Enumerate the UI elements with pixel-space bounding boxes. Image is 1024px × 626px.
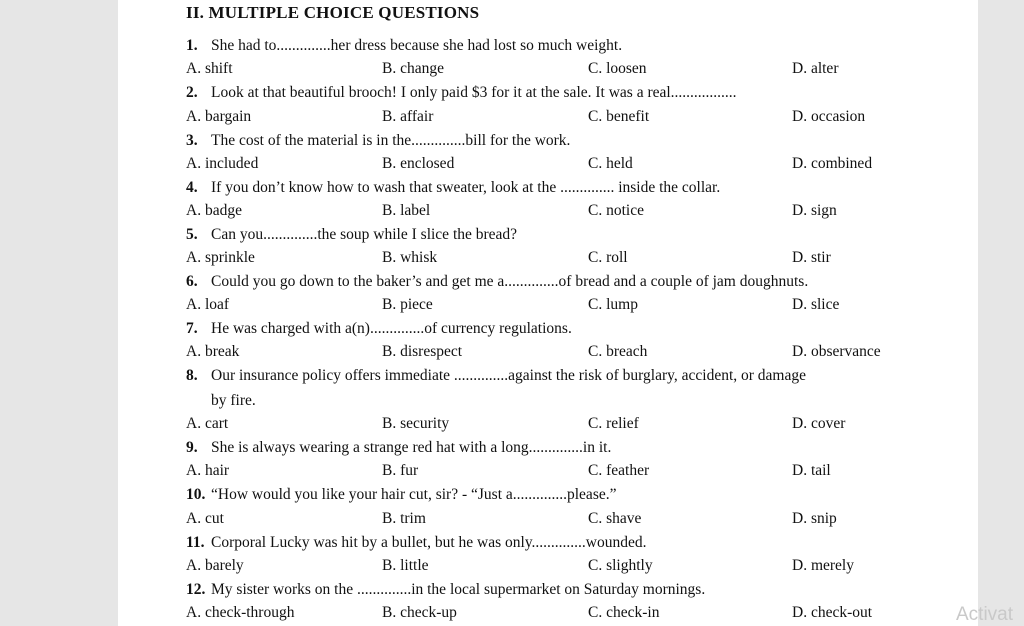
option-d: D. tail (792, 462, 831, 479)
option-c: C. benefit (588, 108, 650, 125)
activation-watermark: Activat (956, 604, 1014, 625)
question-2 (186, 83, 737, 103)
question-text: Can you..............the soup while I slice the bread? (211, 226, 518, 243)
option-d: D. sign (792, 202, 837, 219)
option-c: C. loosen (588, 60, 647, 77)
question-text: “How would you like your hair cut, sir? - “Just a..............please.” (211, 486, 617, 503)
question-number: 6. (186, 273, 198, 290)
question-text: Our insurance policy offers immediate ..............against the risk of burglary, accident, or damage (211, 367, 806, 384)
question-3 (186, 131, 570, 151)
option-b: B. enclosed (382, 155, 455, 172)
option-c: C. check-in (588, 604, 660, 621)
question-number: 9. (186, 439, 198, 456)
section-title: II. MULTIPLE CHOICE QUESTIONS (186, 3, 480, 22)
option-b: B. whisk (382, 249, 438, 266)
option-b: B. trim (382, 510, 426, 527)
question-11 (186, 533, 647, 553)
question-number: 1. (186, 37, 198, 54)
question-number: 3. (186, 132, 198, 149)
option-b: B. disrespect (382, 343, 463, 360)
worksheet-page (118, 0, 978, 626)
question-number: 8. (186, 367, 198, 384)
question-6 (186, 272, 808, 292)
option-d: D. slice (792, 296, 840, 313)
option-a: A. cut (186, 510, 224, 527)
option-c: C. feather (588, 462, 650, 479)
option-a: A. cart (186, 415, 229, 432)
question-number: 4. (186, 179, 198, 196)
question-4 (186, 178, 720, 198)
option-d: D. occasion (792, 108, 866, 125)
option-d: D. combined (792, 155, 873, 172)
question-9 (186, 438, 611, 458)
option-a: A. included (186, 155, 259, 172)
question-12 (186, 580, 705, 600)
question-number: 7. (186, 320, 198, 337)
question-1 (186, 36, 622, 56)
question-8 (186, 366, 806, 386)
option-a: A. loaf (186, 296, 230, 313)
question-text: She had to..............her dress because she had lost so much weight. (211, 37, 623, 54)
option-a: A. hair (186, 462, 230, 479)
option-c: C. breach (588, 343, 648, 360)
question-5 (186, 225, 517, 245)
question-text: Look at that beautiful brooch! I only paid $3 for it at the sale. It was a real................. (211, 84, 737, 101)
option-a: A. shift (186, 60, 233, 77)
question-7 (186, 319, 572, 339)
option-d: D. observance (792, 343, 881, 360)
question-text: Could you go down to the baker’s and get me a..............of bread and a couple of jam doughnuts. (211, 273, 809, 290)
option-a: A. check-through (186, 604, 295, 621)
option-c: C. lump (588, 296, 638, 313)
question-10 (186, 485, 616, 505)
option-a: A. badge (186, 202, 242, 219)
question-number: 10. (186, 486, 206, 503)
option-b: B. affair (382, 108, 434, 125)
question-text: She is always wearing a strange red hat with a long..............in it. (211, 439, 612, 456)
question-text: My sister works on the ..............in the local supermarket on Saturday mornings. (211, 581, 706, 598)
option-b: B. fur (382, 462, 419, 479)
option-c: C. notice (588, 202, 644, 219)
option-d: D. cover (792, 415, 846, 432)
option-a: A. sprinkle (186, 249, 255, 266)
option-b: B. label (382, 202, 431, 219)
option-c: C. relief (588, 415, 639, 432)
question-text: If you don’t know how to wash that sweater, look at the .............. inside the collar. (211, 179, 721, 196)
option-d: D. check-out (792, 604, 873, 621)
option-c: C. shave (588, 510, 642, 527)
option-d: D. merely (792, 557, 854, 574)
question-number: 2. (186, 84, 198, 101)
option-a: A. barely (186, 557, 244, 574)
question-number: 11. (186, 534, 205, 551)
option-d: D. snip (792, 510, 837, 527)
question-number: 12. (186, 581, 206, 598)
option-b: B. piece (382, 296, 433, 313)
question-text: Corporal Lucky was hit by a bullet, but he was only..............wounded. (211, 534, 647, 551)
question-text: The cost of the material is in the..............bill for the work. (211, 132, 571, 149)
question-text: He was charged with a(n)..............of currency regulations. (211, 320, 572, 337)
option-c: C. slightly (588, 557, 653, 574)
option-a: A. break (186, 343, 240, 360)
question-number: 5. (186, 226, 198, 243)
option-b: B. check-up (382, 604, 457, 621)
option-b: B. little (382, 557, 429, 574)
option-b: B. change (382, 60, 444, 77)
option-c: C. held (588, 155, 633, 172)
option-c: C. roll (588, 249, 628, 266)
option-b: B. security (382, 415, 450, 432)
option-d: D. alter (792, 60, 839, 77)
option-a: A. bargain (186, 108, 252, 125)
question-text-continued: by fire. (211, 392, 256, 409)
option-d: D. stir (792, 249, 831, 266)
